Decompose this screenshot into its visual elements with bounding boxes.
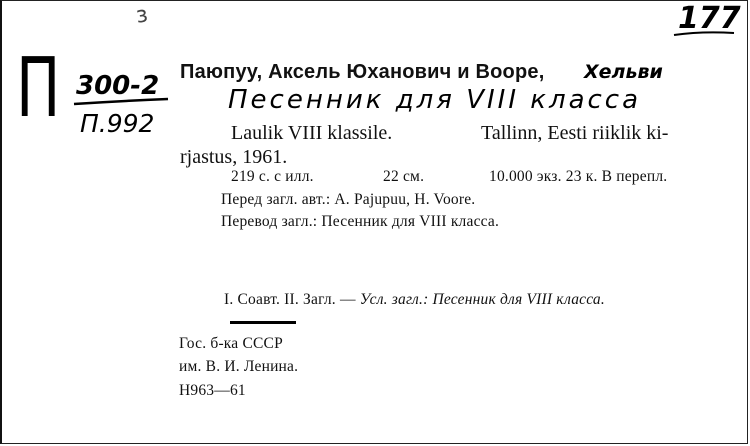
library-line-2: им. В. И. Ленина. xyxy=(179,358,299,375)
tracings-underline xyxy=(230,321,296,324)
title-proper: Laulik VIII klassile. xyxy=(231,122,393,144)
tracings xyxy=(224,291,605,309)
note-translation: Перевод загл.: Песенник для VIII класса. xyxy=(221,213,500,230)
tracings-plain: I. Соавт. II. Загл. — xyxy=(224,291,360,308)
corner-mark: з xyxy=(134,2,150,29)
tracings-italic: Усл. загл.: Песенник для VIII класса. xyxy=(359,291,605,308)
shelfmark-top: 300-2 xyxy=(76,71,160,101)
author-handwritten: Хельви xyxy=(584,61,663,83)
physical-size: 22 см. xyxy=(383,168,425,185)
imprint-line-2: rjastus, 1961. xyxy=(180,146,288,168)
shelfmark-bottom: П.992 xyxy=(80,109,155,138)
card-number: 177 xyxy=(678,1,741,36)
handwritten-title: Песенник для VIII класса xyxy=(228,85,642,115)
library-line-1: Гос. б-ка СССР xyxy=(179,335,283,352)
physical-pages: 219 с. с илл. xyxy=(231,168,314,185)
physical-copies-price: 10.000 экз. 23 к. В перепл. xyxy=(489,168,668,185)
note-authors: Перед загл. авт.: A. Pajupuu, H. Voore. xyxy=(221,191,476,208)
initial-letter: П xyxy=(16,41,61,136)
imprint-line-1: Tallinn, Eesti riiklik ki- xyxy=(481,122,669,144)
library-line-3: Н963—61 xyxy=(179,382,246,399)
author-printed: Паюпуу, Аксель Юханович и Вооре, xyxy=(180,61,545,83)
